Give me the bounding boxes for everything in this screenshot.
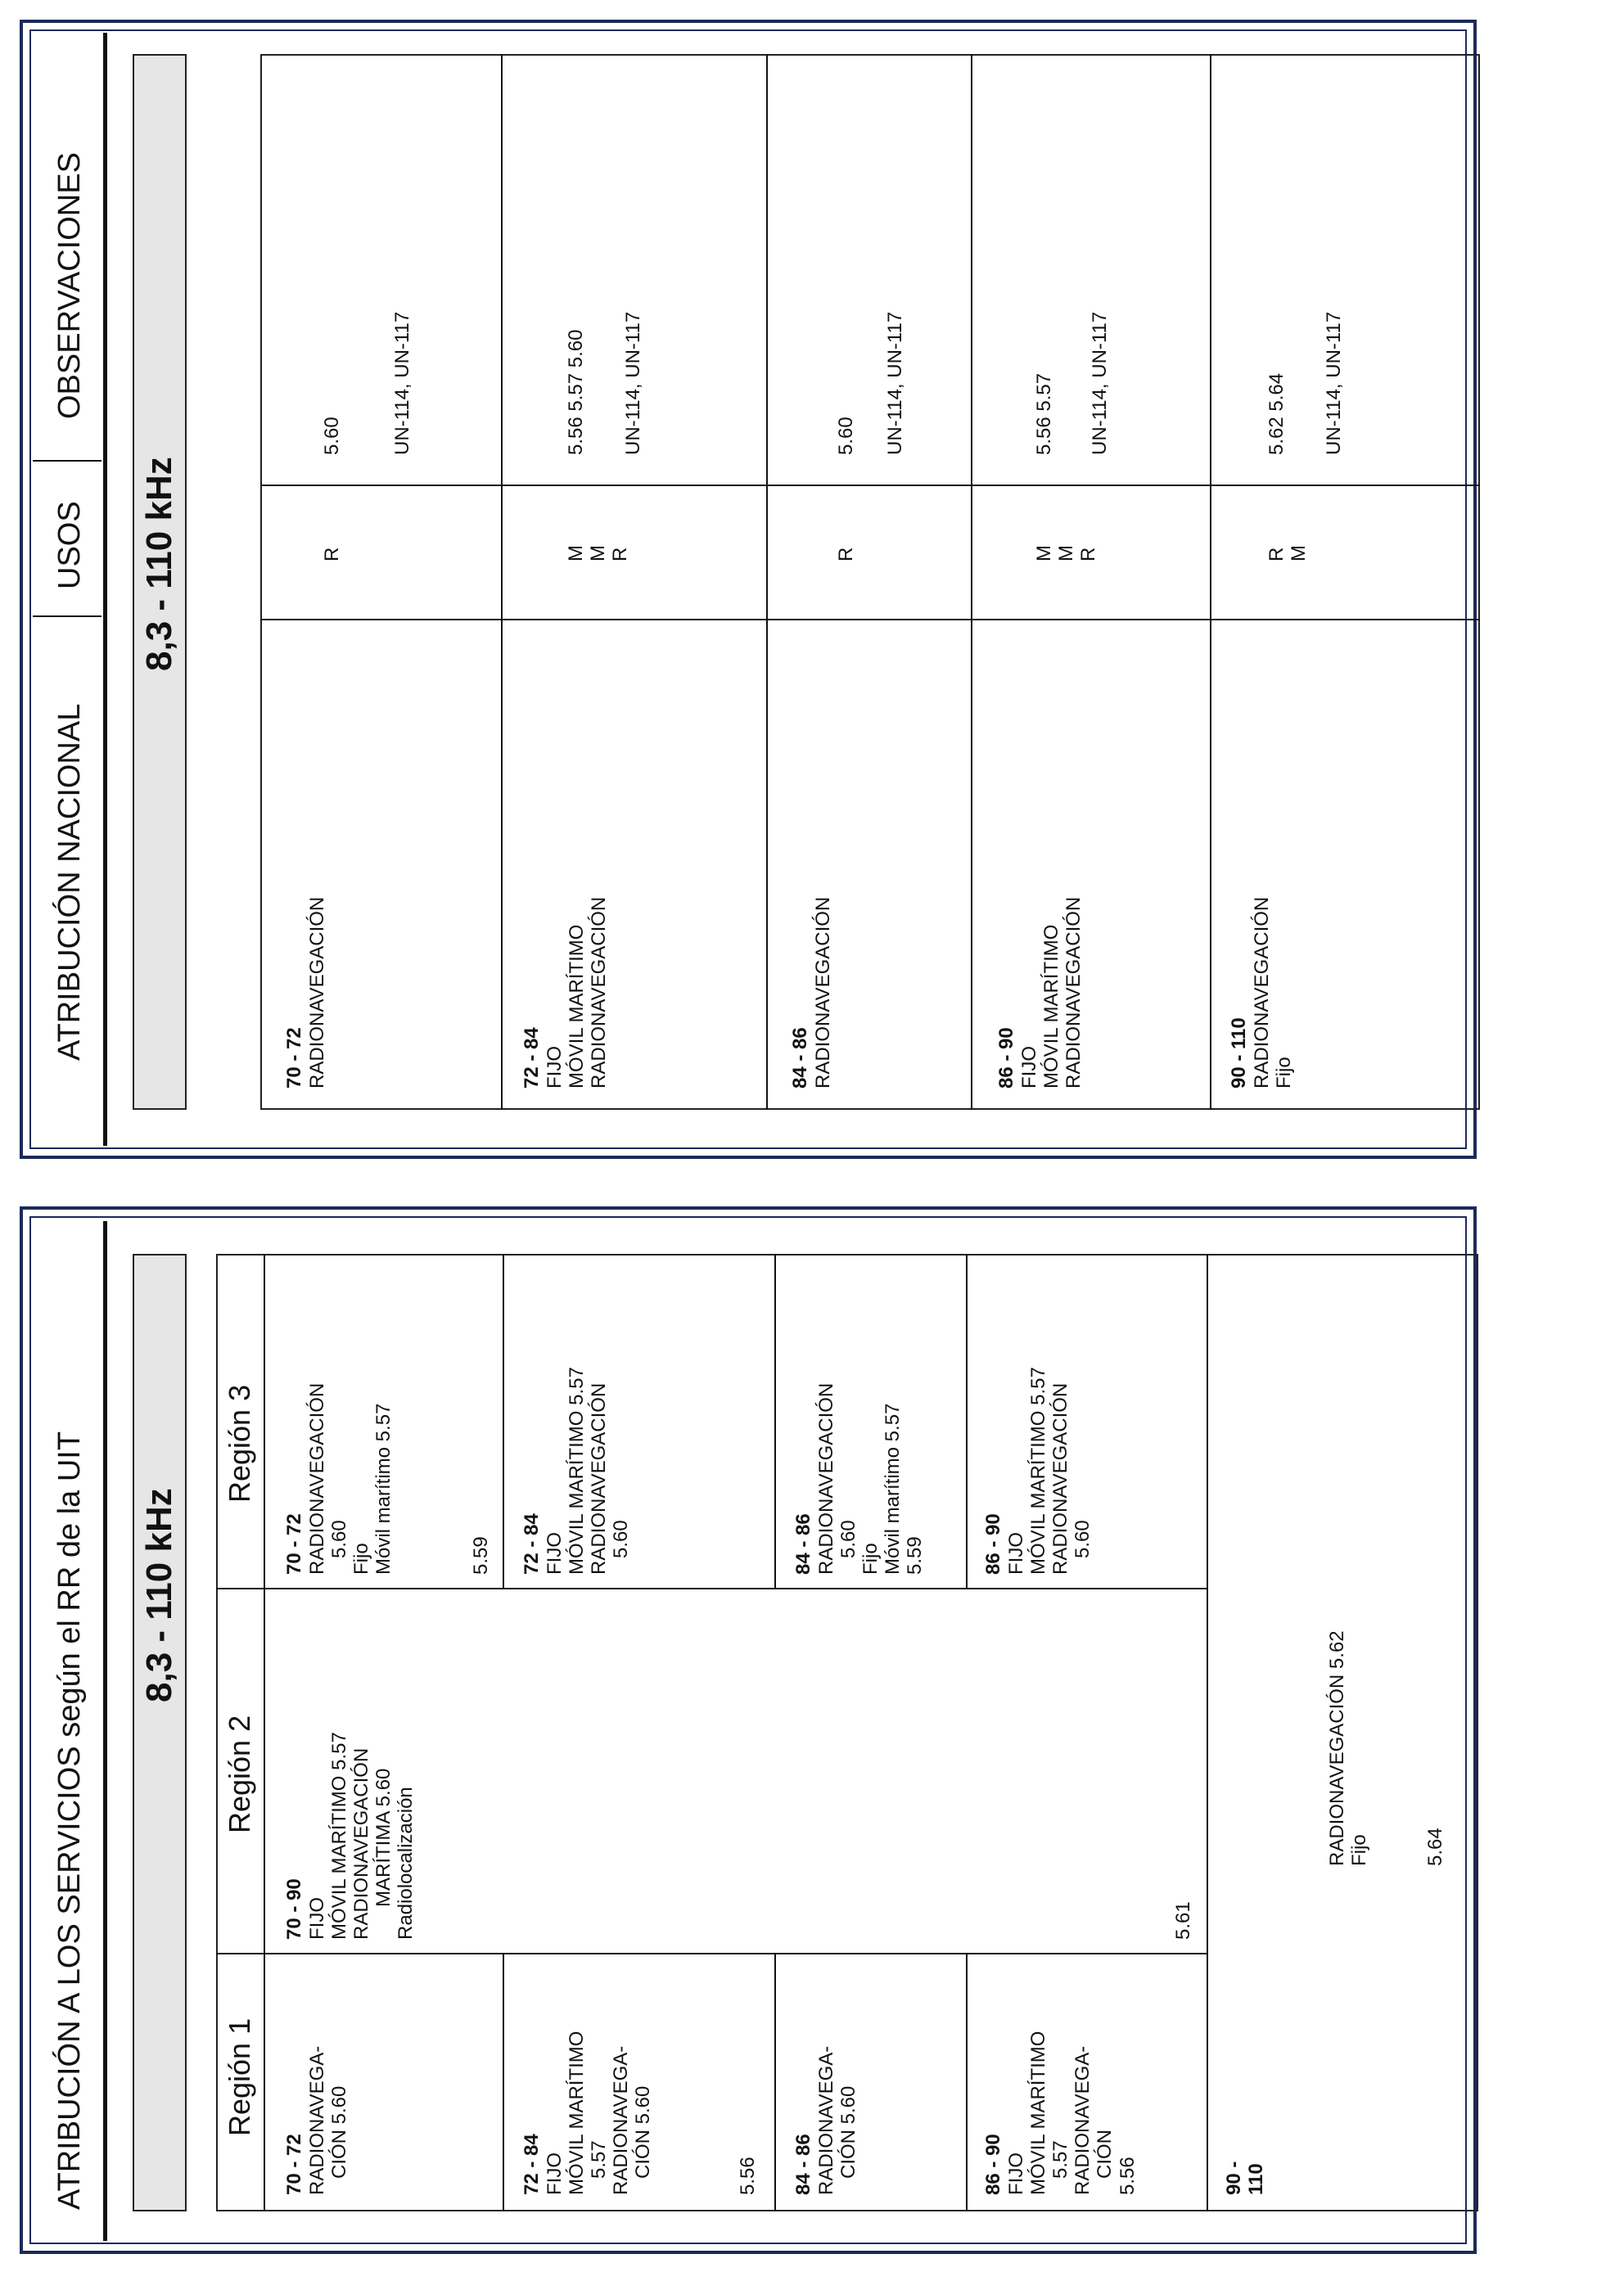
- nat-row-4-obs2: UN-114, UN-117: [1089, 311, 1111, 455]
- nat-band: 8,3 - 110 kHz: [139, 457, 179, 671]
- itu-r1-rule-1: [503, 1953, 504, 2211]
- nat-table: [260, 54, 1480, 1110]
- nat-row-4-attr: [995, 897, 1085, 1089]
- itu-r1-row-4-range: 86 - 90: [982, 2134, 1004, 2195]
- nat-row-2-services: FIJO MÓVIL MARÍTIMO RADIONAVEGACIÓN: [544, 896, 611, 1089]
- nat-row-5-range: 90 - 110: [1228, 1017, 1250, 1089]
- itu-r3-rule-1: [503, 1254, 504, 1588]
- nat-row-2-obs2: UN-114, UN-117: [622, 311, 644, 455]
- itu-region-2-header: Región 2: [223, 1715, 256, 1833]
- nat-row-2-range: 72 - 84: [521, 1027, 543, 1089]
- itu-r3-row-4-services: FIJO MÓVIL MARÍTIMO 5.57 RADIONAVEGACIÓN 5.60: [1005, 1367, 1094, 1575]
- itu-r1-row-2-services: FIJO MÓVIL MARÍTIMO 5.57 RADIONAVEGA- CIÓN 5.60: [544, 2031, 655, 2195]
- nat-row-1-obs1: 5.60: [321, 417, 343, 455]
- itu-r1-row-2-range: 72 - 84: [521, 2134, 543, 2195]
- nat-row-4-obs1: 5.56 5.57: [1033, 372, 1055, 455]
- nat-row-2-obs1: 5.56 5.57 5.60: [565, 329, 587, 455]
- itu-band: 8,3 - 110 kHz: [139, 1488, 179, 1702]
- nat-row-3-range: 84 - 86: [789, 1027, 811, 1089]
- nat-col-rule-2: [260, 485, 1480, 486]
- nat-row-rule-3: [971, 54, 972, 1110]
- itu-title: ATRIBUCIÓN A LOS SERVICIOS según el RR de la UIT: [52, 1431, 87, 2210]
- itu-r1-row-4: [982, 2031, 1139, 2195]
- itu-r3-row-4: [982, 1367, 1094, 1575]
- itu-r3-row-1-services: RADIONAVEGACIÓN 5.60 Fijo Móvil marítimo 5.57: [306, 1382, 395, 1575]
- nat-row-5-obs1: 5.62 5.64: [1265, 372, 1288, 455]
- nat-row-5-attr: [1228, 897, 1295, 1089]
- itu-r3-row-3: [792, 1383, 927, 1575]
- nat-row-5-services: RADIONAVEGACIÓN Fijo: [1251, 896, 1296, 1089]
- nat-row-1-services: RADIONAVEGACIÓN: [306, 896, 328, 1089]
- itu-r1-row-3: [792, 2046, 859, 2195]
- nat-header-sep-2: [33, 460, 102, 462]
- itu-r1-row-1-services: RADIONAVEGA- CIÓN 5.60: [306, 2045, 351, 2195]
- itu-r3-row-1: [283, 1383, 395, 1575]
- nat-header-sep-1: [33, 615, 102, 617]
- itu-r1-row-3-range: 84 - 86: [792, 2134, 814, 2195]
- itu-r1-rule-3: [966, 1953, 968, 2211]
- itu-last-note: 5.64: [1424, 1828, 1446, 1866]
- itu-r1-row-3-services: RADIONAVEGA- CIÓN 5.60: [815, 2045, 860, 2195]
- itu-r3-row-3-services: RADIONAVEGACIÓN 5.60 Fijo Móvil marítimo 5.57 5.59: [815, 1382, 927, 1575]
- itu-col-rule-1: [216, 1953, 1207, 1954]
- nat-row-3-obs2: UN-114, UN-117: [884, 311, 906, 455]
- itu-r1-row-2: [521, 2031, 655, 2195]
- nat-header-attr: ATRIBUCIÓN NACIONAL: [52, 703, 87, 1061]
- itu-r2-services: FIJO MÓVIL MARÍTIMO 5.57 RADIONAVEGACIÓN MARÍTIMA 5.60 Radiolocalización: [306, 1732, 417, 1940]
- itu-last-rule: [1207, 1254, 1208, 2211]
- itu-r2-range: 70 - 90: [283, 1878, 305, 1940]
- nat-row-3-obs1: 5.60: [835, 417, 857, 455]
- itu-r2-cell: [283, 1732, 417, 1940]
- itu-r3-row-2: [521, 1367, 632, 1575]
- itu-r3-rule-3: [966, 1254, 968, 1588]
- itu-col-rule-2: [216, 1588, 1207, 1589]
- nat-row-2-usos: M M R: [565, 545, 632, 561]
- itu-header-rule: [264, 1254, 265, 2211]
- nat-row-1-usos: R: [321, 547, 343, 561]
- nat-header-usos: USOS: [52, 501, 87, 589]
- itu-last-range: 90 - 110: [1223, 2161, 1268, 2195]
- nat-row-1-attr: [283, 897, 328, 1089]
- nat-row-1-obs2: UN-114, UN-117: [391, 311, 413, 455]
- nat-row-4-usos: M M R: [1033, 545, 1100, 561]
- itu-r1-row-2-note: 5.56: [737, 2157, 759, 2195]
- itu-r1-row-1-range: 70 - 72: [283, 2134, 305, 2195]
- itu-region-3-header: Región 3: [223, 1384, 256, 1503]
- itu-r3-row-1-range: 70 - 72: [283, 1513, 305, 1575]
- nat-row-3-usos: R: [835, 547, 857, 561]
- nat-header-obs: OBSERVACIONES: [52, 152, 87, 419]
- nat-row-5-usos: R M: [1265, 545, 1310, 561]
- nat-row-3-attr: [789, 897, 834, 1089]
- itu-r2-note: 5.61: [1172, 1901, 1194, 1940]
- itu-region-1-header: Región 1: [223, 2017, 256, 2136]
- itu-r3-row-1-note: 5.59: [470, 1536, 492, 1575]
- itu-title-rule: [103, 1221, 107, 2241]
- nat-row-4-services: FIJO MÓVIL MARÍTIMO RADIONAVEGACIÓN: [1018, 896, 1085, 1089]
- nat-row-3-services: RADIONAVEGACIÓN: [812, 896, 834, 1089]
- itu-band-box: [133, 1254, 187, 2211]
- itu-last-services: RADIONAVEGACIÓN 5.62 Fijo: [1326, 1630, 1371, 1866]
- nat-row-rule-4: [1210, 54, 1211, 1110]
- itu-r1-row-4-services: FIJO MÓVIL MARÍTIMO 5.57 RADIONAVEGA- CIÓN 5.56: [1005, 2031, 1139, 2195]
- nat-row-2-attr: [521, 897, 610, 1089]
- itu-r3-rule-2: [774, 1254, 776, 1588]
- itu-r1-row-1: [283, 2046, 350, 2195]
- itu-r3-row-3-range: 84 - 86: [792, 1513, 814, 1575]
- itu-r3-row-4-range: 86 - 90: [982, 1513, 1004, 1575]
- itu-r3-row-2-range: 72 - 84: [521, 1513, 543, 1575]
- nat-row-5-obs2: UN-114, UN-117: [1323, 311, 1345, 455]
- nat-col-rule-1: [260, 619, 1480, 620]
- nat-row-rule-1: [501, 54, 503, 1110]
- nat-row-rule-2: [766, 54, 768, 1110]
- itu-r1-rule-2: [774, 1953, 776, 2211]
- nat-row-4-range: 86 - 90: [995, 1027, 1017, 1089]
- nat-row-1-range: 70 - 72: [283, 1027, 305, 1089]
- itu-r3-row-2-services: FIJO MÓVIL MARÍTIMO 5.57 RADIONAVEGACIÓN 5.60: [544, 1367, 633, 1575]
- nat-title-rule: [103, 33, 107, 1146]
